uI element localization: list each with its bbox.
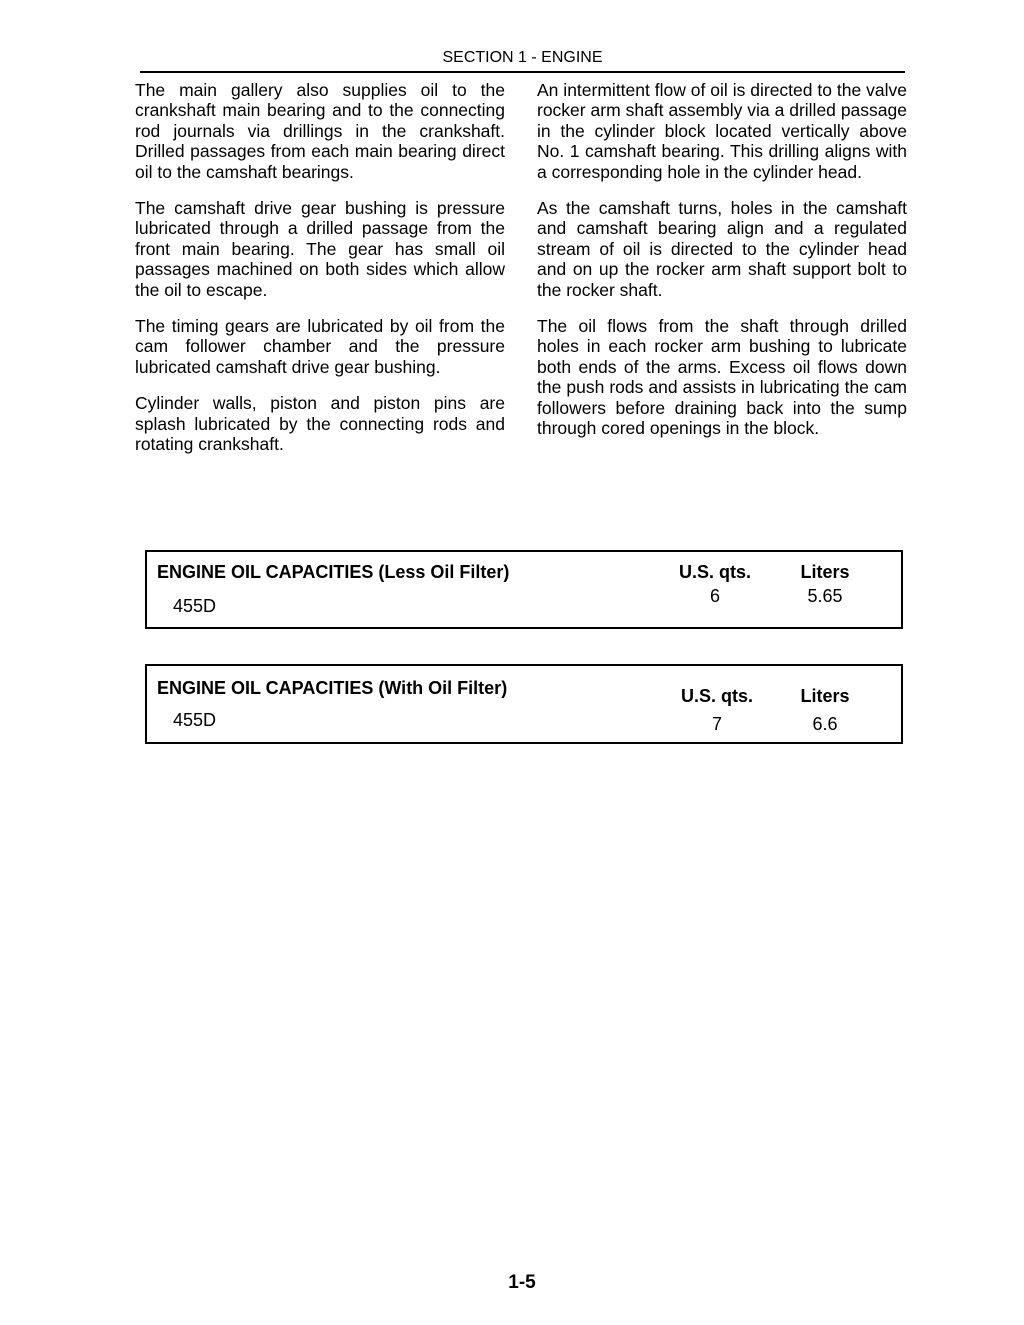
section-header: SECTION 1 - ENGINE (442, 49, 603, 66)
us-quarts-header: U.S. qts. (678, 562, 751, 582)
us-quarts-value: 6 (709, 586, 720, 606)
engine-model: 455D (173, 596, 217, 616)
liters-value: 6.6 (812, 714, 838, 734)
paragraph: The camshaft drive gear bushing is pressure lubricated through a drilled passage from the front main bearing. The gear has small oil passages machined on both sides which allow the oil to escape. (135, 198, 505, 300)
paragraph: Cylinder walls, piston and piston pins are splash lubricated by the connecting rods and rotating crankshaft. (135, 393, 505, 455)
liters-header: Liters (800, 686, 850, 706)
oil-capacity-table-less-filter (145, 550, 903, 629)
oil-capacity-table-with-filter (145, 664, 903, 744)
us-quarts-value: 7 (711, 714, 722, 734)
liters-value: 5.65 (807, 586, 843, 606)
page-number: 1-5 (508, 1272, 536, 1293)
header-divider (140, 71, 905, 73)
paragraph: An intermittent flow of oil is directed to the valve rocker arm shaft assembly via a drilled passage in the cylinder block located vertically above No. 1 camshaft bearing. This drilling aligns with a corresponding hole in the cylinder head. (537, 80, 907, 182)
left-text-column (135, 80, 505, 471)
paragraph: The oil flows from the shaft through drilled holes in each rocker arm bushing to lubricate both ends of the arms. Excess oil flows down the push rods and assists in lubricating the cam followers before draining back into the sump through cored openings in the block. (537, 316, 907, 439)
liters-header: Liters (800, 562, 850, 582)
capacity-table-title: ENGINE OIL CAPACITIES (With Oil Filter) (157, 678, 508, 698)
us-quarts-header: U.S. qts. (680, 686, 753, 706)
engine-model: 455D (173, 710, 217, 730)
paragraph: The main gallery also supplies oil to the crankshaft main bearing and to the connecting rod journals via drillings in the crankshaft. Drilled passages from each main bearing direct oil to the camshaft bearings. (135, 80, 505, 182)
paragraph: As the camshaft turns, holes in the camshaft and camshaft bearing align and a regulated stream of oil is directed to the cylinder head and on up the rocker arm shaft support bolt to the rocker shaft. (537, 198, 907, 300)
paragraph: The timing gears are lubricated by oil from the cam follower chamber and the pressure lubricated camshaft drive gear bushing. (135, 316, 505, 377)
capacity-table-title: ENGINE OIL CAPACITIES (Less Oil Filter) (157, 562, 510, 582)
right-text-column (537, 80, 907, 455)
